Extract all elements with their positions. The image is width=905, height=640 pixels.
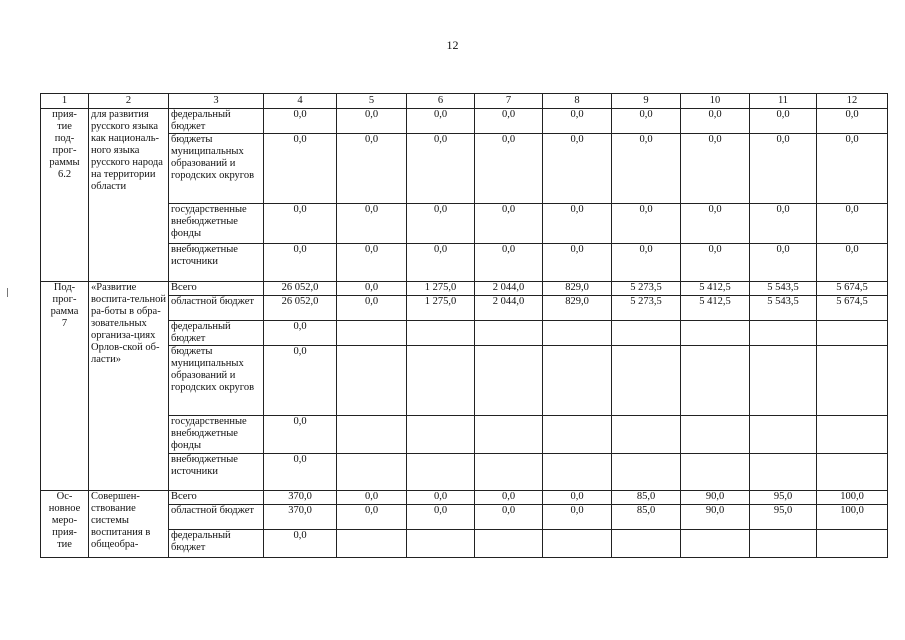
funding-source-cell: внебюджетные источники bbox=[169, 244, 264, 282]
value-cell: 0,0 bbox=[264, 244, 337, 282]
value-cell bbox=[817, 530, 888, 558]
value-cell: 0,0 bbox=[543, 491, 612, 505]
value-cell: 0,0 bbox=[543, 134, 612, 204]
funding-source-cell: федеральный бюджет bbox=[169, 109, 264, 134]
table-row bbox=[41, 134, 888, 204]
funding-source-cell: Всего bbox=[169, 282, 264, 296]
funding-source-cell: бюджеты муниципальных образований и городских округов bbox=[169, 134, 264, 204]
value-cell: 100,0 bbox=[817, 505, 888, 530]
value-cell: 0,0 bbox=[817, 244, 888, 282]
value-cell: 370,0 bbox=[264, 505, 337, 530]
value-cell: 5 543,5 bbox=[750, 296, 817, 321]
value-cell bbox=[337, 454, 407, 491]
value-cell bbox=[543, 454, 612, 491]
value-cell bbox=[612, 346, 681, 416]
value-cell: 0,0 bbox=[337, 204, 407, 244]
value-cell: 0,0 bbox=[407, 134, 475, 204]
value-cell: 0,0 bbox=[475, 109, 543, 134]
value-cell: 5 543,5 bbox=[750, 282, 817, 296]
table-row bbox=[41, 296, 888, 321]
value-cell: 90,0 bbox=[681, 491, 750, 505]
value-cell bbox=[475, 416, 543, 454]
program-name-cell: Совершен-ствование системы воспитания в общеобра- bbox=[89, 491, 169, 558]
value-cell: 0,0 bbox=[817, 204, 888, 244]
value-cell: 0,0 bbox=[543, 109, 612, 134]
table-row bbox=[41, 346, 888, 416]
value-cell: 0,0 bbox=[264, 454, 337, 491]
page-number: 12 bbox=[446, 38, 459, 52]
funding-source-cell: областной бюджет bbox=[169, 296, 264, 321]
value-cell: 0,0 bbox=[750, 109, 817, 134]
value-cell: 0,0 bbox=[543, 204, 612, 244]
value-cell bbox=[407, 454, 475, 491]
value-cell: 0,0 bbox=[475, 491, 543, 505]
value-cell: 26 052,0 bbox=[264, 282, 337, 296]
value-cell: 0,0 bbox=[264, 321, 337, 346]
column-header: 12 bbox=[817, 94, 888, 109]
column-header: 10 bbox=[681, 94, 750, 109]
value-cell bbox=[543, 321, 612, 346]
value-cell bbox=[750, 416, 817, 454]
table-row bbox=[41, 491, 888, 505]
value-cell: 0,0 bbox=[264, 204, 337, 244]
program-code-cell: Под- прог- рамма 7 bbox=[41, 282, 89, 491]
funding-source-cell: федеральный бюджет bbox=[169, 321, 264, 346]
funding-source-cell: областной бюджет bbox=[169, 505, 264, 530]
value-cell: 5 412,5 bbox=[681, 296, 750, 321]
value-cell bbox=[337, 416, 407, 454]
value-cell bbox=[407, 416, 475, 454]
value-cell bbox=[817, 416, 888, 454]
value-cell: 2 044,0 bbox=[475, 296, 543, 321]
value-cell: 85,0 bbox=[612, 491, 681, 505]
column-header: 8 bbox=[543, 94, 612, 109]
table-row bbox=[41, 109, 888, 134]
value-cell: 0,0 bbox=[264, 530, 337, 558]
value-cell bbox=[750, 321, 817, 346]
value-cell bbox=[475, 530, 543, 558]
value-cell: 0,0 bbox=[681, 204, 750, 244]
value-cell: 0,0 bbox=[543, 244, 612, 282]
value-cell: 0,0 bbox=[407, 491, 475, 505]
table-row bbox=[41, 416, 888, 454]
program-name-cell: «Развитие воспита-тельной ра-боты в обра-зовательных организа-циях Орлов-ской об-ласти» bbox=[89, 282, 169, 491]
value-cell bbox=[337, 321, 407, 346]
value-cell: 85,0 bbox=[612, 505, 681, 530]
value-cell: 90,0 bbox=[681, 505, 750, 530]
value-cell bbox=[543, 530, 612, 558]
column-header: 11 bbox=[750, 94, 817, 109]
header-row bbox=[41, 94, 888, 109]
value-cell bbox=[817, 321, 888, 346]
value-cell: 0,0 bbox=[407, 505, 475, 530]
value-cell: 0,0 bbox=[264, 346, 337, 416]
value-cell: 0,0 bbox=[681, 244, 750, 282]
value-cell bbox=[681, 416, 750, 454]
value-cell: 0,0 bbox=[337, 505, 407, 530]
value-cell: 829,0 bbox=[543, 282, 612, 296]
program-code-cell: прия- тие под- прог- раммы 6.2 bbox=[41, 109, 89, 282]
value-cell bbox=[817, 346, 888, 416]
value-cell: 1 275,0 bbox=[407, 282, 475, 296]
value-cell: 95,0 bbox=[750, 491, 817, 505]
value-cell: 1 275,0 bbox=[407, 296, 475, 321]
value-cell: 0,0 bbox=[475, 505, 543, 530]
value-cell: 0,0 bbox=[750, 134, 817, 204]
value-cell bbox=[543, 346, 612, 416]
table-body bbox=[41, 109, 888, 558]
value-cell: 0,0 bbox=[337, 109, 407, 134]
value-cell bbox=[750, 530, 817, 558]
table-row bbox=[41, 282, 888, 296]
table-row bbox=[41, 530, 888, 558]
value-cell: 370,0 bbox=[264, 491, 337, 505]
value-cell bbox=[407, 530, 475, 558]
column-header: 6 bbox=[407, 94, 475, 109]
value-cell: 0,0 bbox=[264, 134, 337, 204]
column-header: 9 bbox=[612, 94, 681, 109]
value-cell bbox=[750, 454, 817, 491]
value-cell: 0,0 bbox=[264, 416, 337, 454]
value-cell: 95,0 bbox=[750, 505, 817, 530]
value-cell bbox=[337, 530, 407, 558]
value-cell: 5 412,5 bbox=[681, 282, 750, 296]
value-cell: 0,0 bbox=[407, 109, 475, 134]
value-cell bbox=[681, 346, 750, 416]
value-cell: 829,0 bbox=[543, 296, 612, 321]
value-cell: 0,0 bbox=[407, 204, 475, 244]
margin-mark bbox=[7, 288, 8, 297]
budget-table bbox=[40, 93, 888, 558]
value-cell bbox=[407, 346, 475, 416]
value-cell: 5 674,5 bbox=[817, 282, 888, 296]
value-cell bbox=[612, 321, 681, 346]
value-cell bbox=[681, 454, 750, 491]
funding-source-cell: государственные внебюджетные фонды bbox=[169, 204, 264, 244]
value-cell: 2 044,0 bbox=[475, 282, 543, 296]
value-cell: 0,0 bbox=[407, 244, 475, 282]
funding-source-cell: внебюджетные источники bbox=[169, 454, 264, 491]
column-header: 7 bbox=[475, 94, 543, 109]
value-cell: 0,0 bbox=[337, 282, 407, 296]
value-cell bbox=[543, 416, 612, 454]
column-header: 4 bbox=[264, 94, 337, 109]
value-cell: 0,0 bbox=[475, 134, 543, 204]
value-cell bbox=[612, 416, 681, 454]
value-cell: 5 674,5 bbox=[817, 296, 888, 321]
value-cell bbox=[817, 454, 888, 491]
value-cell: 0,0 bbox=[750, 244, 817, 282]
value-cell: 0,0 bbox=[817, 134, 888, 204]
column-header: 5 bbox=[337, 94, 407, 109]
value-cell: 0,0 bbox=[264, 109, 337, 134]
value-cell bbox=[612, 454, 681, 491]
funding-source-cell: государственные внебюджетные фонды bbox=[169, 416, 264, 454]
value-cell bbox=[612, 530, 681, 558]
value-cell: 0,0 bbox=[612, 109, 681, 134]
value-cell: 5 273,5 bbox=[612, 296, 681, 321]
value-cell bbox=[750, 346, 817, 416]
value-cell: 0,0 bbox=[612, 244, 681, 282]
value-cell: 0,0 bbox=[750, 204, 817, 244]
column-header: 1 bbox=[41, 94, 89, 109]
column-header: 3 bbox=[169, 94, 264, 109]
value-cell: 0,0 bbox=[543, 505, 612, 530]
value-cell bbox=[407, 321, 475, 346]
value-cell: 0,0 bbox=[337, 244, 407, 282]
value-cell: 0,0 bbox=[681, 109, 750, 134]
value-cell: 5 273,5 bbox=[612, 282, 681, 296]
table-row bbox=[41, 321, 888, 346]
value-cell bbox=[475, 346, 543, 416]
value-cell bbox=[681, 321, 750, 346]
value-cell: 0,0 bbox=[817, 109, 888, 134]
value-cell: 0,0 bbox=[337, 491, 407, 505]
program-name-cell: для развития русского языка как националь-ного языка русского народа на территории области bbox=[89, 109, 169, 282]
column-header: 2 bbox=[89, 94, 169, 109]
table-row bbox=[41, 244, 888, 282]
table-row bbox=[41, 505, 888, 530]
value-cell: 0,0 bbox=[612, 134, 681, 204]
value-cell: 0,0 bbox=[475, 204, 543, 244]
funding-source-cell: бюджеты муниципальных образований и городских округов bbox=[169, 346, 264, 416]
value-cell: 0,0 bbox=[475, 244, 543, 282]
value-cell: 0,0 bbox=[681, 134, 750, 204]
value-cell: 26 052,0 bbox=[264, 296, 337, 321]
value-cell bbox=[475, 454, 543, 491]
value-cell: 0,0 bbox=[337, 296, 407, 321]
value-cell: 0,0 bbox=[337, 134, 407, 204]
value-cell: 0,0 bbox=[612, 204, 681, 244]
table-row bbox=[41, 454, 888, 491]
value-cell bbox=[475, 321, 543, 346]
value-cell bbox=[681, 530, 750, 558]
table-row bbox=[41, 204, 888, 244]
value-cell bbox=[337, 346, 407, 416]
funding-source-cell: федеральный бюджет bbox=[169, 530, 264, 558]
program-code-cell: Ос- новное меро- прия- тие bbox=[41, 491, 89, 558]
funding-source-cell: Всего bbox=[169, 491, 264, 505]
value-cell: 100,0 bbox=[817, 491, 888, 505]
